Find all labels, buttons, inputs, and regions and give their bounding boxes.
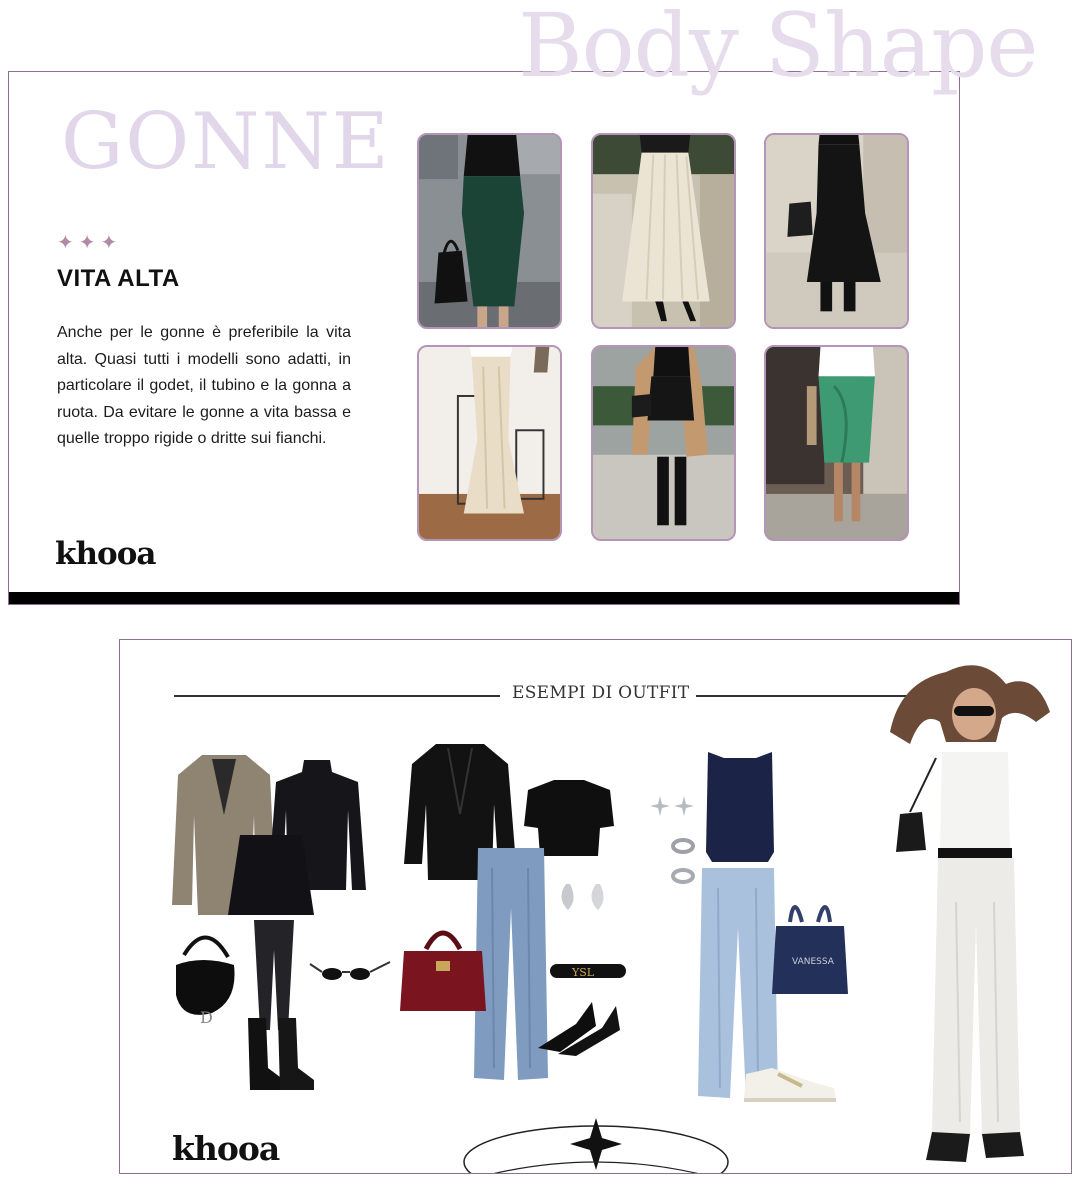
photo-satin-mermaid-skirt [417, 345, 562, 541]
silver-earrings-image [556, 880, 616, 914]
navy-corset-top-image [702, 752, 778, 862]
photo-black-mini-skirt [591, 345, 736, 541]
sparkle-icon [650, 796, 696, 816]
title-rule-left [174, 695, 500, 697]
black-belt-image [550, 958, 626, 982]
burgundy-handbag-image [398, 925, 488, 1013]
photo-black-maxi-skirt [764, 133, 909, 329]
black-mini-skirt-image [228, 835, 314, 921]
slide-title: ESEMPI DI OUTFIT [512, 683, 690, 703]
photo-green-wrap-skirt [764, 345, 909, 541]
sparkle-stars-icon: ✦✦✦ [57, 232, 123, 254]
silver-rings-image [670, 838, 696, 888]
photo-green-pencil-skirt [417, 133, 562, 329]
khooa-logo: khooa [55, 536, 156, 572]
navy-tote-bag-image [772, 892, 848, 994]
model-photo [886, 662, 1056, 1174]
star-ornament-icon [462, 1110, 730, 1174]
slide-description: Anche per le gonne è preferibile la vita alta. Quasi tutti i modelli sono adatti, in particolare il godet, il tubino e la gonna a ruota. Da evitare le gonne a vita bassa e quelle troppo rigide o dritte sui fianchi. [57, 324, 351, 447]
slingback-heels-image [536, 996, 622, 1056]
khooa-logo: khooa [172, 1129, 280, 1168]
photo-cream-pleated-skirt [591, 133, 736, 329]
body-shape-title: Body Shape [518, 0, 1038, 97]
svg-text:D: D [200, 1008, 213, 1027]
black-tights-image [248, 920, 300, 1030]
svg-text:VANESSA: VANESSA [792, 957, 834, 967]
bottom-bar [9, 592, 959, 604]
sunglasses-image [306, 958, 392, 988]
slide-subheading: VITA ALTA [57, 265, 180, 292]
ankle-boots-image [244, 1018, 316, 1092]
outfit-examples-slide [119, 639, 1072, 1174]
black-crop-top-image [524, 780, 614, 856]
skirts-slide [8, 71, 960, 605]
saddle-bag-image [172, 925, 238, 1029]
sneakers-image [742, 1064, 838, 1104]
svg-text:YSL: YSL [572, 966, 595, 979]
slide-heading: GONNE [61, 97, 391, 187]
